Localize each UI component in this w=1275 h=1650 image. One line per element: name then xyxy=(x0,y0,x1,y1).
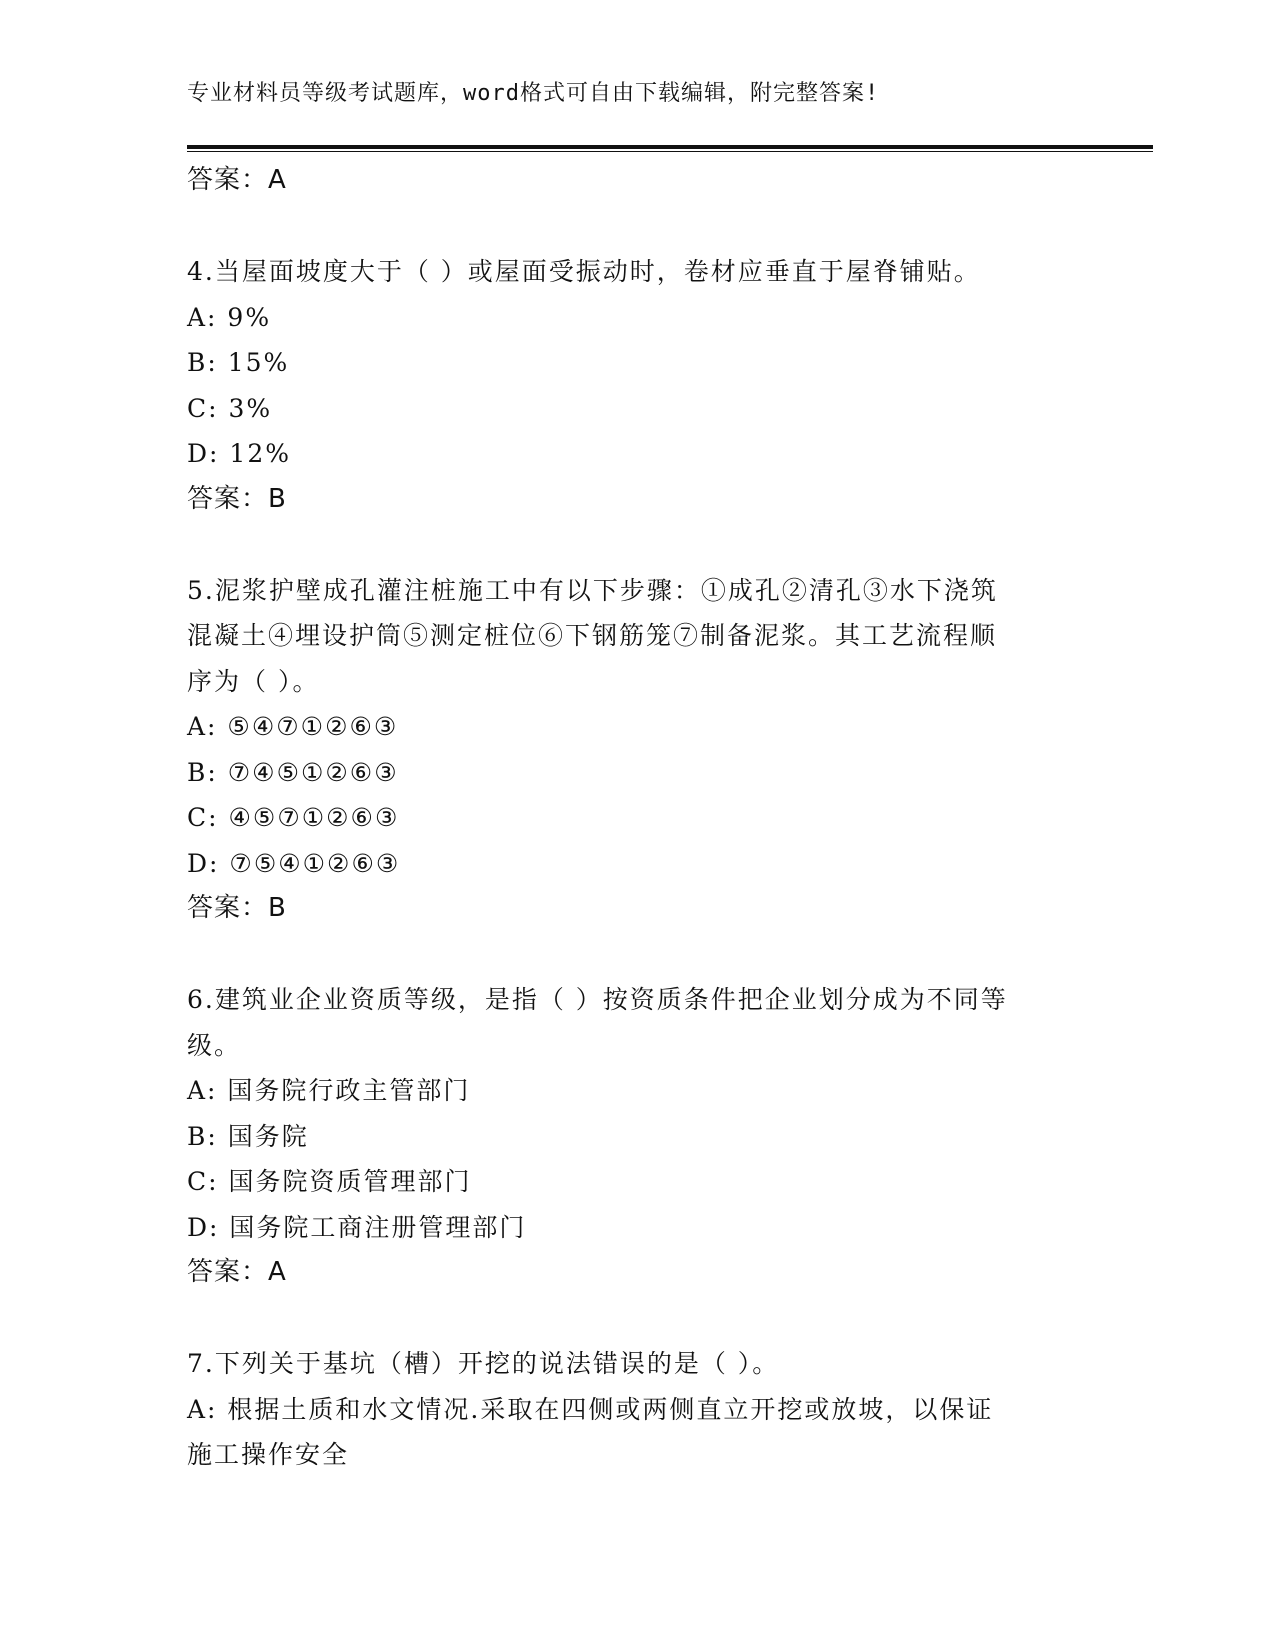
option-c: C: ④⑤⑦①②⑥③ xyxy=(187,803,400,832)
option-d: D: 国务院工商注册管理部门 xyxy=(187,1212,527,1242)
answer-line: 答案：B xyxy=(187,483,287,514)
option-b: B: 15% xyxy=(187,348,290,377)
question-stem: 4.当屋面坡度大于（ ）或屋面受振动时，卷材应垂直于屋脊铺贴。 xyxy=(187,257,981,286)
question-stem: 6.建筑业企业资质等级，是指（ ）按资质条件把企业划分成为不同等 xyxy=(187,985,1008,1014)
option-b: B: 国务院 xyxy=(187,1121,309,1151)
question-stem: 7.下列关于基坑（槽）开挖的说法错误的是（ ）。 xyxy=(187,1349,780,1378)
question-list xyxy=(187,158,1087,1478)
header-rule-thin xyxy=(187,151,1153,152)
question-stem: 序为（ ）。 xyxy=(187,666,320,696)
answer-line: 答案：A xyxy=(187,1257,287,1287)
answer-line: 答案：A xyxy=(187,165,287,195)
option-a: A: 根据土质和水文情况.采取在四侧或两侧直立开挖或放坡，以保证 xyxy=(187,1394,994,1424)
spacer xyxy=(187,522,1087,568)
option-a: A: ⑤④⑦①②⑥③ xyxy=(187,712,399,741)
question-4 xyxy=(187,249,1087,522)
option-c: C: 国务院资质管理部门 xyxy=(187,1167,472,1196)
question-stem: 级。 xyxy=(187,1030,242,1060)
option-d: D: ⑦⑤④①②⑥③ xyxy=(187,848,401,878)
spacer xyxy=(187,1296,1087,1342)
option-a-continued: 施工操作安全 xyxy=(187,1440,350,1469)
option-d: D: 12% xyxy=(187,439,291,468)
option-c: C: 3% xyxy=(187,393,273,423)
answer-line: 答案：B xyxy=(187,893,287,923)
header-rule-thick xyxy=(187,145,1153,149)
page-header: 专业材料员等级考试题库，word格式可自由下载编辑，附完整答案! xyxy=(187,81,880,106)
spacer xyxy=(187,932,1087,978)
option-a: A: 国务院行政主管部门 xyxy=(187,1076,471,1105)
question-7 xyxy=(187,1341,1087,1478)
question-stem: 混凝土④埋设护筒⑤测定桩位⑥下钢筋笼⑦制备泥浆。其工艺流程顺 xyxy=(187,621,998,650)
question-5 xyxy=(187,568,1087,932)
spacer xyxy=(187,204,1087,250)
option-a: A: 9% xyxy=(187,302,272,332)
option-b: B: ⑦④⑤①②⑥③ xyxy=(187,757,399,787)
question-stem: 5.泥浆护壁成孔灌注桩施工中有以下步骤：①成孔②清孔③水下浇筑 xyxy=(187,575,998,605)
question-6 xyxy=(187,977,1087,1296)
